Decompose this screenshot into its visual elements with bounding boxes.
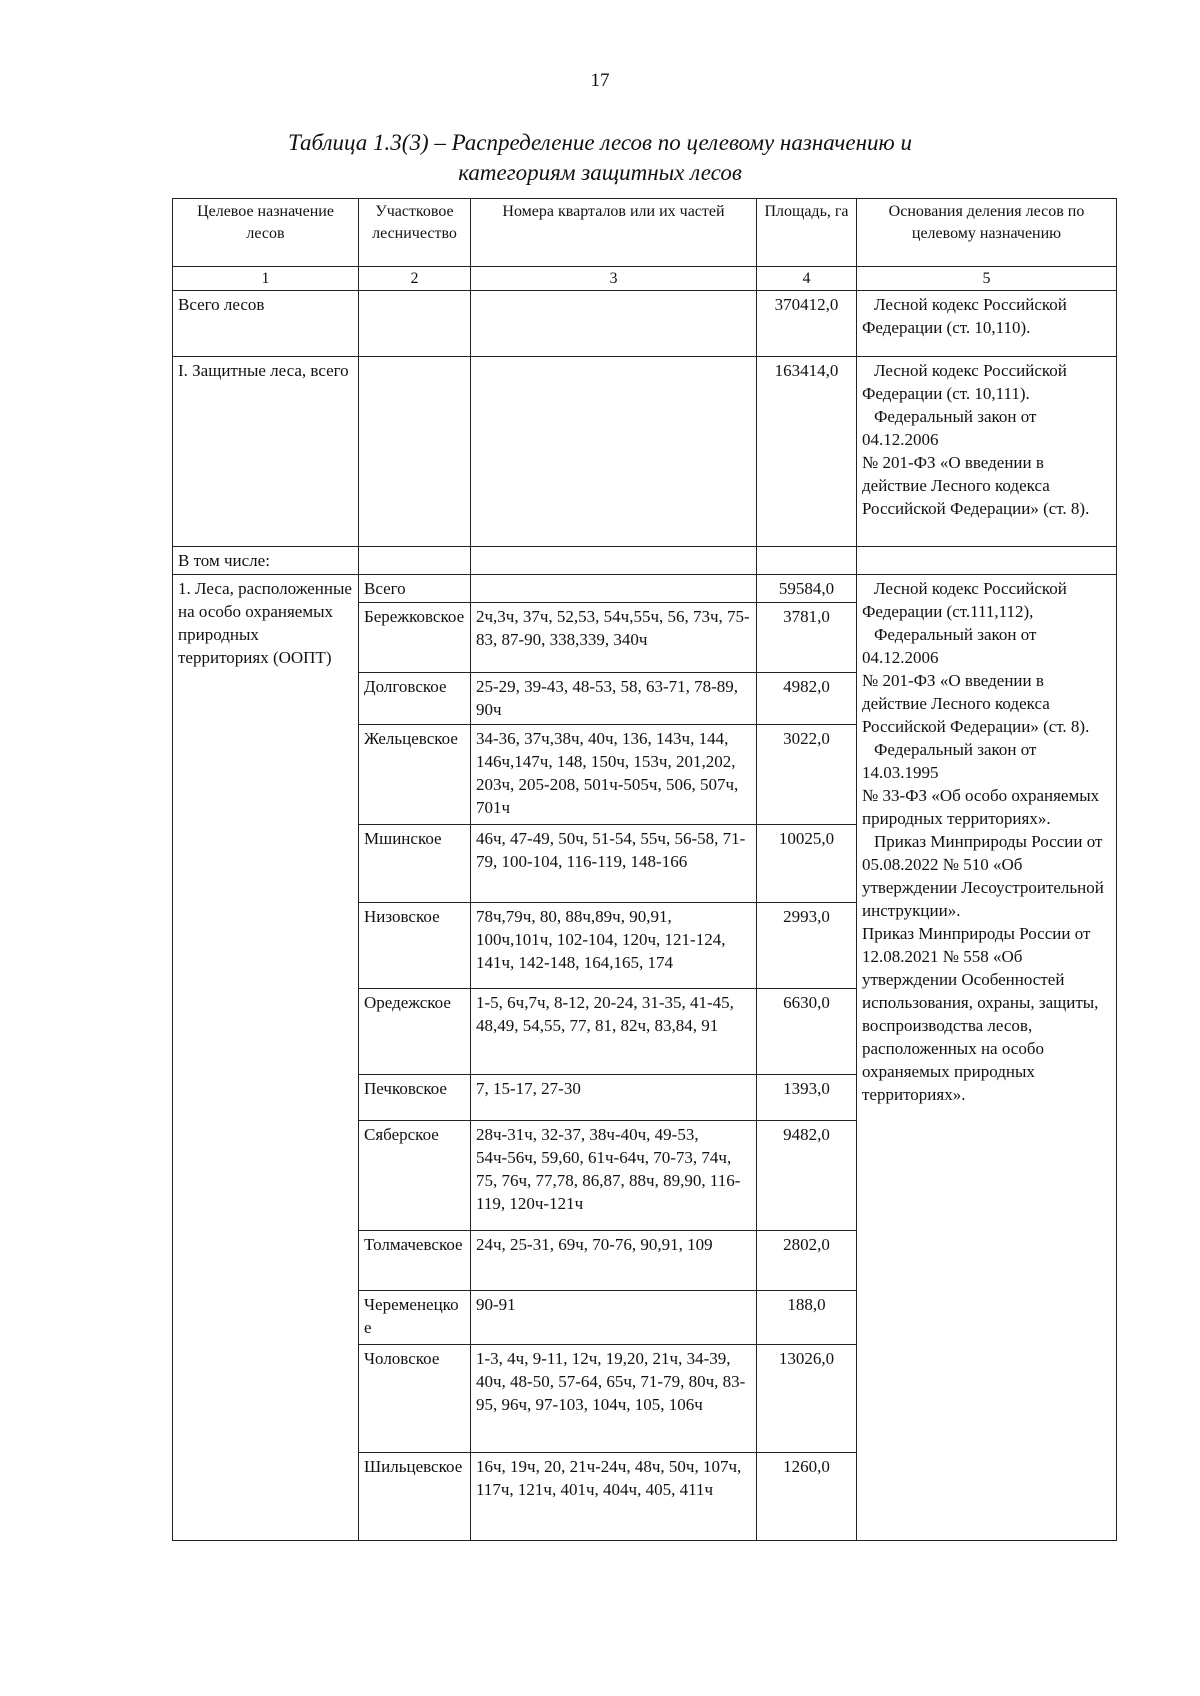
empty-cell — [757, 547, 857, 575]
forestry-area: 2802,0 — [757, 1231, 857, 1291]
quarter-numbers: 90-91 — [471, 1291, 757, 1345]
column-number: 3 — [471, 267, 757, 291]
oopt-purpose: 1. Леса, расположенные на особо охраняемых природных территориях (ООПТ) — [173, 575, 359, 1541]
total-area: 370412,0 — [757, 291, 857, 357]
forestry-name: Долговское — [359, 673, 471, 725]
forestry-area: 59584,0 — [757, 575, 857, 603]
quarter-numbers: 2ч,3ч, 37ч, 52,53, 54ч,55ч, 56, 73ч, 75-83, 87-90, 338,339, 340ч — [471, 603, 757, 673]
forestry-area: 13026,0 — [757, 1345, 857, 1453]
forestry-name: Мшинское — [359, 825, 471, 903]
protective-area: 163414,0 — [757, 357, 857, 547]
total-purpose: Всего лесов — [173, 291, 359, 357]
forestry-name: Оредежское — [359, 989, 471, 1075]
quarter-numbers: 25-29, 39-43, 48-53, 58, 63-71, 78-89, 90ч — [471, 673, 757, 725]
protective-basis — [857, 357, 1117, 547]
forestry-area: 3781,0 — [757, 603, 857, 673]
forestry-area: 188,0 — [757, 1291, 857, 1345]
including-row — [173, 547, 1117, 575]
quarter-numbers: 34-36, 37ч,38ч, 40ч, 136, 143ч, 144, 146ч,147ч, 148, 150ч, 153ч, 201,202, 203ч, 205-208, 501ч-505ч, 506, 507ч, 701ч — [471, 725, 757, 825]
forestry-name: Чоловское — [359, 1345, 471, 1453]
quarter-numbers — [471, 575, 757, 603]
header-purpose: Целевое назначение лесов — [173, 199, 359, 267]
header-quarters: Номера кварталов или их частей — [471, 199, 757, 267]
forestry-name: Череменецкое — [359, 1291, 471, 1345]
forestry-name: Толмачевское — [359, 1231, 471, 1291]
quarter-numbers: 24ч, 25-31, 69ч, 70-76, 90,91, 109 — [471, 1231, 757, 1291]
forestry-name: Жельцевское — [359, 725, 471, 825]
basis-line: Федеральный закон от 04.12.2006 — [862, 625, 1037, 667]
forestry-area: 4982,0 — [757, 673, 857, 725]
forest-distribution-table — [172, 198, 1117, 1541]
oopt-row — [173, 575, 1117, 603]
basis-line: Лесной кодекс Российской Федерации (ст. 10,111). — [862, 361, 1067, 403]
header-forestry: Участковое лесничество — [359, 199, 471, 267]
empty-cell — [359, 291, 471, 357]
forestry-name: Сяберское — [359, 1121, 471, 1231]
protective-purpose: I. Защитные леса, всего — [173, 357, 359, 547]
caption-line-1: Таблица 1.3(3) – Распределение лесов по целевому назначению и — [288, 130, 912, 155]
quarter-numbers: 7, 15-17, 27-30 — [471, 1075, 757, 1121]
column-number: 2 — [359, 267, 471, 291]
basis-line: Федеральный закон от 14.03.1995 — [862, 740, 1037, 782]
forestry-area: 6630,0 — [757, 989, 857, 1075]
basis-line: Федеральный закон от 04.12.2006 — [862, 407, 1037, 449]
page-number: 17 — [590, 70, 610, 91]
forestry-area: 9482,0 — [757, 1121, 857, 1231]
basis-line: Приказ Минприроды России от 05.08.2022 № 510 «Об утверждении Лесоустроительной инструкции». — [862, 832, 1104, 920]
forestry-area: 3022,0 — [757, 725, 857, 825]
quarter-numbers: 28ч-31ч, 32-37, 38ч-40ч, 49-53, 54ч-56ч, 59,60, 61ч-64ч, 70-73, 74ч, 75, 76ч, 77,78, 86,87, 88ч, 89,90, 116-119, 120ч-121ч — [471, 1121, 757, 1231]
table-header-row — [173, 199, 1117, 267]
quarter-numbers: 1-5, 6ч,7ч, 8-12, 20-24, 31-35, 41-45, 48,49, 54,55, 77, 81, 82ч, 83,84, 91 — [471, 989, 757, 1075]
total-forests-row — [173, 291, 1117, 357]
forestry-name: Низовское — [359, 903, 471, 989]
column-number: 4 — [757, 267, 857, 291]
protective-forests-row — [173, 357, 1117, 547]
empty-cell — [359, 547, 471, 575]
forestry-name: Бережковское — [359, 603, 471, 673]
forestry-name: Всего — [359, 575, 471, 603]
forestry-area: 10025,0 — [757, 825, 857, 903]
forestry-area: 1260,0 — [757, 1453, 857, 1541]
basis-line: № 201-ФЗ «О введении в действие Лесного кодекса Российской Федерации» (ст. 8). — [862, 671, 1090, 736]
column-number: 1 — [173, 267, 359, 291]
forestry-area: 2993,0 — [757, 903, 857, 989]
forestry-name: Печковское — [359, 1075, 471, 1121]
quarter-numbers: 16ч, 19ч, 20, 21ч-24ч, 48ч, 50ч, 107ч, 117ч, 121ч, 401ч, 404ч, 405, 411ч — [471, 1453, 757, 1541]
basis-line: № 201-ФЗ «О введении в действие Лесного кодекса Российской Федерации» (ст. 8). — [862, 453, 1090, 518]
basis-line: Лесной кодекс Российской Федерации (ст.111,112), — [862, 579, 1067, 621]
basis-line: Приказ Минприроды России от 12.08.2021 № 558 «Об утверждении Особенностей использования, охраны, защиты, воспроизводства лесов, расположенных на особо охраняемых природных территориях». — [862, 924, 1099, 1104]
header-area: Площадь, га — [757, 199, 857, 267]
forestry-name: Шильцевское — [359, 1453, 471, 1541]
empty-cell — [359, 357, 471, 547]
empty-cell — [471, 357, 757, 547]
caption-line-2: категориям защитных лесов — [458, 160, 742, 185]
column-number: 5 — [857, 267, 1117, 291]
quarter-numbers: 1-3, 4ч, 9-11, 12ч, 19,20, 21ч, 34-39, 40ч, 48-50, 57-64, 65ч, 71-79, 80ч, 83-95, 96ч, 97-103, 104ч, 105, 106ч — [471, 1345, 757, 1453]
quarter-numbers: 46ч, 47-49, 50ч, 51-54, 55ч, 56-58, 71-79, 100-104, 116-119, 148-166 — [471, 825, 757, 903]
header-basis: Основания деления лесов по целевому назначению — [857, 199, 1117, 267]
empty-cell — [471, 291, 757, 357]
empty-cell — [857, 547, 1117, 575]
column-number-row — [173, 267, 1117, 291]
total-basis: Лесной кодекс Российской Федерации (ст. 10,110). — [857, 291, 1117, 357]
oopt-basis — [857, 575, 1117, 1541]
empty-cell — [471, 547, 757, 575]
forestry-area: 1393,0 — [757, 1075, 857, 1121]
table-caption — [0, 128, 1200, 188]
including-label: В том числе: — [173, 547, 359, 575]
basis-line: № 33-ФЗ «Об особо охраняемых природных территориях». — [862, 786, 1100, 828]
quarter-numbers: 78ч,79ч, 80, 88ч,89ч, 90,91, 100ч,101ч, 102-104, 120ч, 121-124, 141ч, 142-148, 164,165, 174 — [471, 903, 757, 989]
